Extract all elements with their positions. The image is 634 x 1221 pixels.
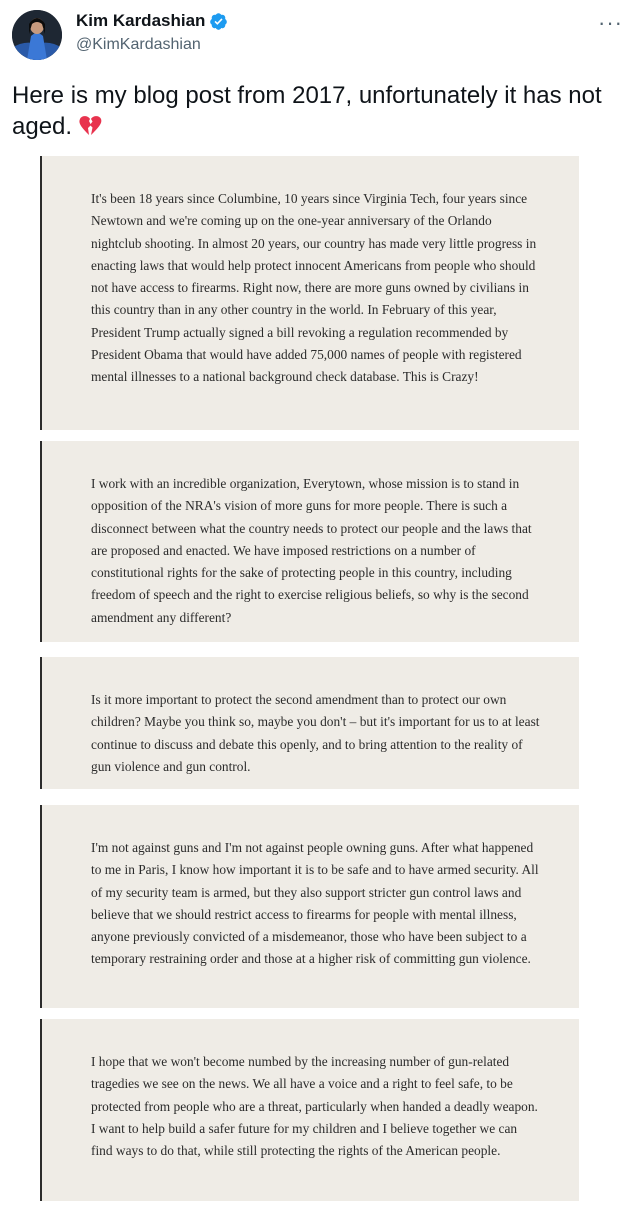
blog-paragraph: I hope that we won't become numbed by the increasing number of gun-related tragedies we see on the news. We all have a voice and a right to feel safe, to be protected from people who are a threat, particularly when handed a deadly weapon. I want to help build a safer future for my children and I believe together we can find ways to do that, while still protecting the rights of the American people. bbox=[91, 1054, 538, 1159]
blog-paragraph: I work with an incredible organization, Everytown, whose mission is to stand in opposition of the NRA's vision of more guns for more people. There is such a disconnect between what the country needs to protect our people and the laws that are proposed and enacted. We have imposed restrictions on a number of constitutional rights for the sake of protecting people in this country, including freedom of speech and the right to exercise religious beliefs, so why is the second amendment any different? bbox=[91, 476, 532, 625]
blog-post-image[interactable] bbox=[0, 146, 634, 1221]
blog-paragraph-block bbox=[40, 657, 579, 789]
tweet-text bbox=[12, 80, 612, 145]
more-options-icon[interactable]: ··· bbox=[598, 10, 623, 35]
tweet-body: Here is my blog post from 2017, unfortunately it has not aged. bbox=[12, 82, 602, 140]
blog-paragraph-block bbox=[40, 1019, 579, 1201]
user-handle[interactable]: @KimKardashian bbox=[76, 36, 201, 53]
blog-paragraph-block bbox=[40, 441, 579, 642]
broken-heart-icon bbox=[78, 114, 102, 145]
blog-paragraph: Is it more important to protect the second amendment than to protect our own children? Maybe you think so, maybe you don't – but it's important for us to at least continue to discuss and debate this openly, and to bring attention to the reality of gun violence and gun control. bbox=[91, 692, 540, 774]
author-name-row bbox=[76, 11, 228, 31]
display-name[interactable]: Kim Kardashian bbox=[76, 11, 206, 30]
blog-paragraph: It's been 18 years since Columbine, 10 years since Virginia Tech, four years since Newtown and we're coming up on the one-year anniversary of the Orlando nightclub shooting. In almost 20 years, our country has made very little progress in enacting laws that would help protect innocent Americans from people who should not have access to firearms. Right now, there are more guns owned by civilians in this country than in any other country in the world. In February of this year, President Trump actually signed a bill revoking a regulation recommended by President Obama that would have added 75,000 names of people with registered mental illnesses to a national background check database. This is Crazy! bbox=[91, 191, 537, 385]
avatar[interactable] bbox=[12, 10, 62, 60]
blog-paragraph-block bbox=[40, 156, 579, 430]
blog-paragraph-block bbox=[40, 805, 579, 1008]
verified-badge-icon bbox=[209, 12, 228, 31]
blog-paragraph: I'm not against guns and I'm not against people owning guns. After what happened to me in Paris, I know how important it is to be safe and to have armed security. All of my security team is armed, but they also support stricter gun control laws and believe that we should restrict access to firearms for people with mental illness, anyone previously convicted of a misdemeanor, those who have been subject to a temporary restraining order and those at a higher risk of committing gun violence. bbox=[91, 840, 539, 967]
